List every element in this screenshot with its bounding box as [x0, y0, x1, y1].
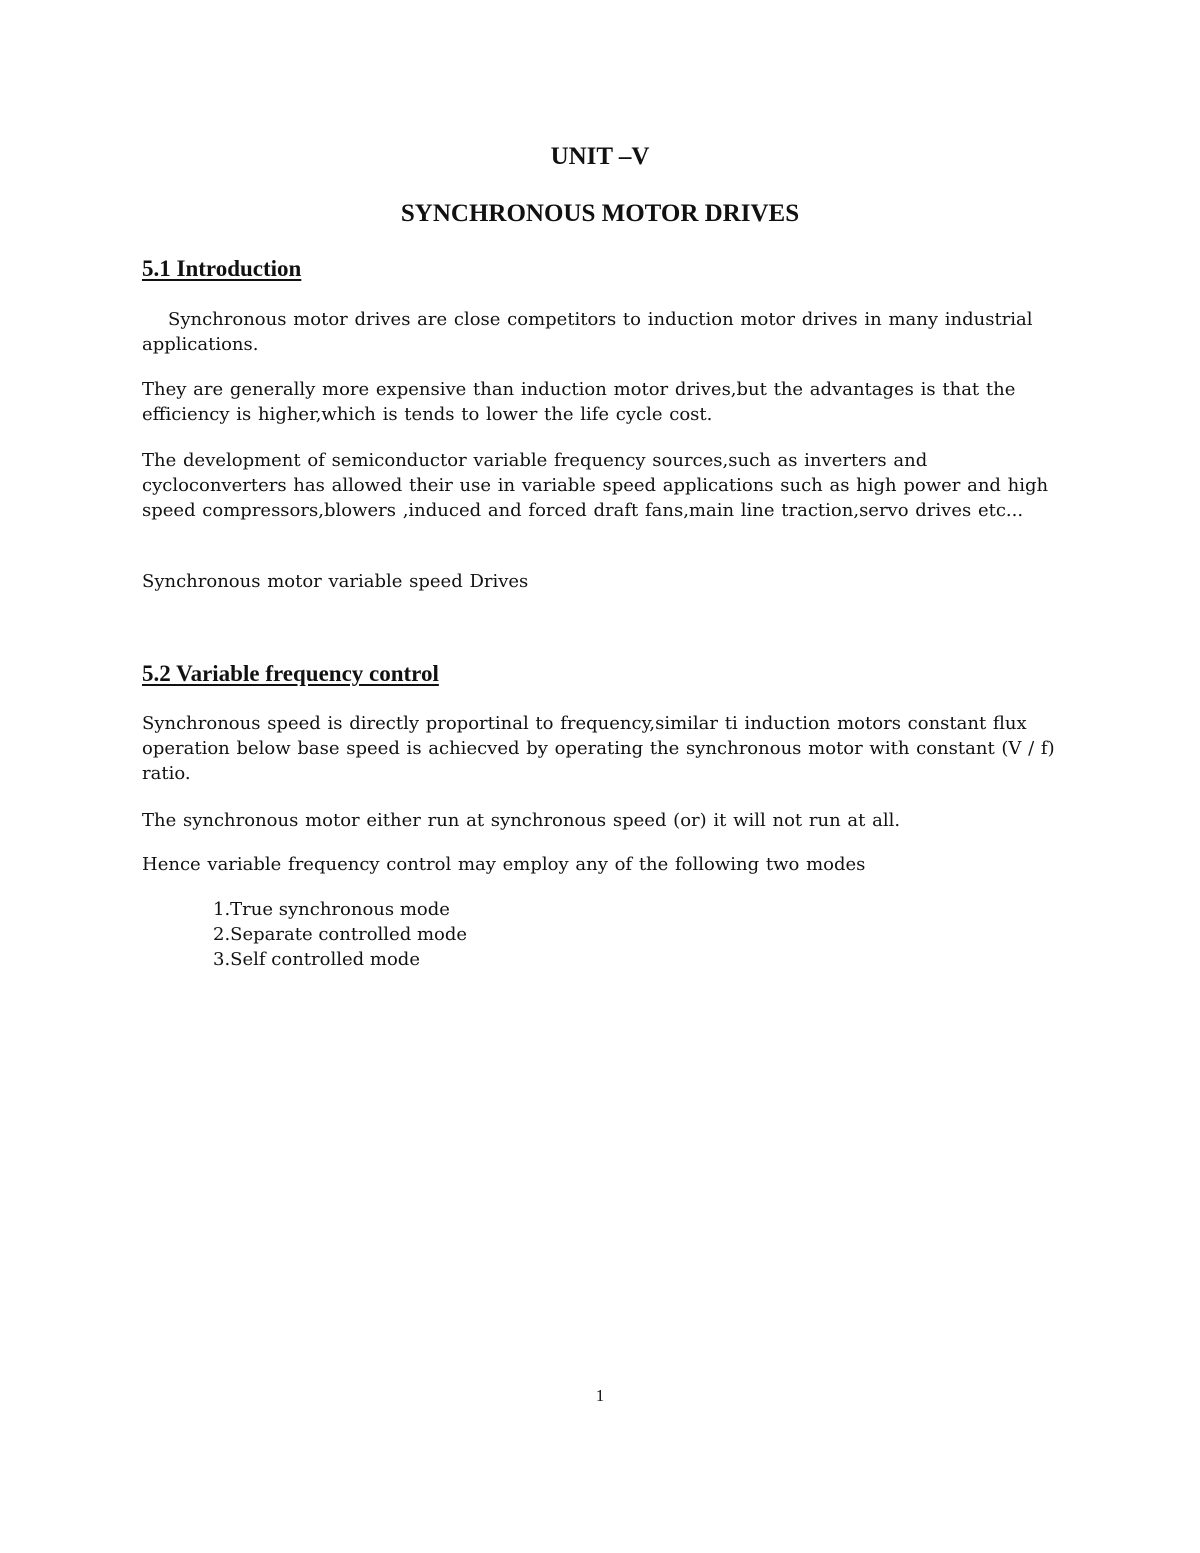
paragraph: Synchronous motor variable speed Drives [142, 571, 529, 592]
modes-list [213, 897, 467, 972]
unit-title: UNIT –V [550, 143, 650, 170]
paragraph: Synchronous speed is directly proportinal to frequency,similar ti induction motors constant flux operation below base speed is achiecved by operating the synchronous motor with constant (V / f) ratio. [142, 713, 1055, 784]
section-heading-variable-frequency-control: 5.2 Variable frequency control [142, 661, 439, 686]
paragraph: The synchronous motor either run at synchronous speed (or) it will not run at all. [142, 810, 901, 831]
paragraph: The development of semiconductor variable frequency sources,such as inverters and cycloconverters has allowed their use in variable speed applications such as high power and high speed compressors,blowers ,induced and forced draft fans,main line traction,servo drives etc... [142, 450, 1049, 521]
list-item: 2.Separate controlled mode [213, 924, 468, 945]
section-heading-introduction: 5.1 Introduction [142, 256, 302, 281]
page-number: 1 [595, 1386, 605, 1405]
list-item: 1.True synchronous mode [213, 899, 450, 920]
paragraph: They are generally more expensive than induction motor drives,but the advantages is that the efficiency is higher,which is tends to lower the life cycle cost. [142, 379, 1016, 425]
document-title: SYNCHRONOUS MOTOR DRIVES [400, 200, 800, 227]
list-item: 3.Self controlled mode [213, 949, 420, 970]
paragraph: Synchronous motor drives are close competitors to induction motor drives in many industrial applications. [142, 309, 1033, 355]
paragraph: Hence variable frequency control may employ any of the following two modes [142, 854, 866, 875]
